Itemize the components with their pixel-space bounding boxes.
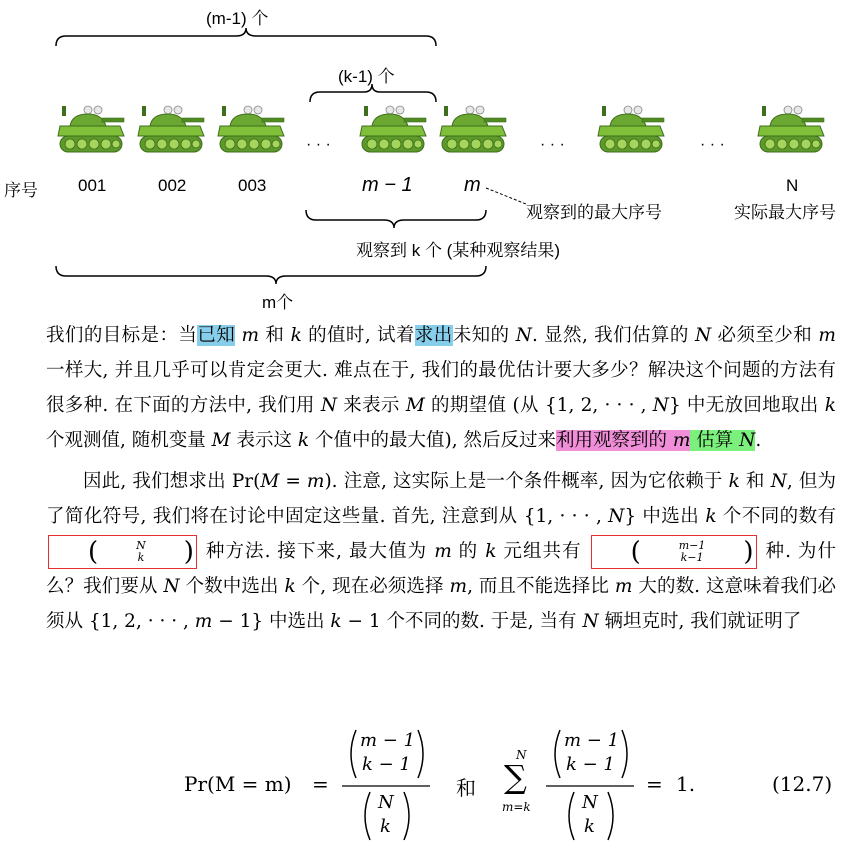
text: 个观测值, 随机变量: [46, 430, 212, 451]
text: 的期望值 (从 {1, 2, · · · ,: [424, 395, 653, 416]
text: } 中选出: [624, 506, 706, 527]
inner-brace-label: (k-1) 个: [338, 67, 395, 86]
text: 必须至少和: [711, 325, 819, 346]
var-N: N: [515, 325, 532, 346]
var-N: N: [582, 611, 599, 632]
actual-max-label: 实际最大序号: [734, 203, 836, 222]
tank-icon-m: [440, 106, 506, 152]
text: − 1} 中选出: [212, 611, 331, 632]
text: 种. 为什么？我们要从: [46, 541, 836, 597]
var-k: k: [485, 541, 497, 562]
var-m: m: [818, 325, 836, 346]
var-m: m: [306, 471, 325, 492]
var-k: k: [728, 471, 740, 492]
text: =: [279, 471, 307, 492]
binom-bottom: k: [137, 551, 145, 564]
text: 个, 现在必须选择: [295, 576, 450, 597]
eq-equals-2: =: [646, 772, 663, 796]
highlight-estimate: [690, 430, 755, 451]
row-label: 序号: [4, 181, 38, 200]
text: 的: [451, 541, 486, 562]
binom-bottom: k−1: [680, 551, 704, 564]
binom-top: m−1: [678, 539, 706, 552]
sum-lower: m=k: [502, 800, 531, 814]
eq2-den-top: N: [582, 792, 598, 813]
body-text: [46, 318, 836, 639]
text: 个数中选出: [179, 576, 285, 597]
highlight-use-observed: [556, 430, 690, 451]
serial-m: m: [464, 174, 481, 196]
eq-lhs: Pr(M = m): [184, 772, 292, 796]
var-m: m: [194, 611, 213, 632]
sum-upper: N: [516, 748, 527, 762]
equation-graphics: [0, 720, 860, 860]
text: 因此, 我们想求出 Pr(: [83, 471, 261, 492]
eq-rhs: 1.: [676, 772, 696, 796]
observed-max-label: 观察到的最大序号: [526, 203, 662, 222]
tank-icon-2: [138, 106, 204, 152]
equation-12-7: [0, 720, 860, 860]
ellipsis-2: · · ·: [540, 136, 565, 153]
text: 种方法. 接下来, 最大值为: [198, 541, 435, 562]
text: } 中无放回地取出: [668, 395, 825, 416]
eq-num-bottom: k − 1: [362, 754, 411, 775]
ellipsis-1: · · ·: [306, 136, 331, 153]
sum-sign: ∑: [504, 758, 527, 796]
observed-max-leader: [486, 188, 526, 204]
var-M: M: [260, 471, 280, 492]
highlight-known: 已知: [197, 325, 236, 346]
text: 利用观察到的: [555, 430, 673, 451]
serial-001: 001: [78, 176, 107, 195]
observed-k-label: 观察到 k 个 (某种观察结果): [356, 241, 560, 260]
eq-num-top: m − 1: [360, 730, 416, 751]
eq-and: 和: [456, 776, 476, 800]
text: 个不同的数有: [716, 506, 836, 527]
var-m: m: [672, 430, 691, 451]
binom-N-k: ( N k ): [88, 537, 194, 567]
var-m: m: [449, 576, 468, 597]
text: 辆坦克时, 我们就证明了: [598, 611, 802, 632]
text: 的值时, 试着: [308, 325, 415, 346]
binom-N-k-box: [48, 535, 197, 569]
serial-003: 003: [238, 176, 267, 195]
highlight-find: 求出: [414, 325, 453, 346]
tank-icon-mid: [598, 106, 664, 152]
tank-icon-m-minus-1: [360, 106, 426, 152]
var-m: m: [235, 325, 266, 346]
text: 一样大, 并且几乎可以肯定会更大. 难点在于, 我们的最优估计要大多少？解决这个问题的方法有很多种. 在下面的方法中, 我们用: [46, 360, 836, 416]
eq-equals-1: =: [312, 772, 329, 796]
text: , 但为了简化符号, 我们将在讨论中固定这些量. 首先, 注意到从 {1, · · · ,: [46, 471, 837, 527]
text: 个值中的最大值), 然后反过来: [309, 430, 556, 451]
text: 元组共有: [496, 541, 589, 562]
var-N: N: [770, 471, 787, 492]
diagram-lines: [0, 0, 860, 310]
eq2-num-bottom: k − 1: [566, 754, 615, 775]
text: 来表示: [337, 395, 406, 416]
binom-m1-k1: ( m−1 k−1 ): [630, 537, 754, 567]
ellipsis-3: · · ·: [700, 136, 725, 153]
eq2-den-bottom: k: [584, 816, 595, 837]
var-N: N: [320, 395, 338, 416]
var-M: M: [405, 395, 425, 416]
text: .: [755, 430, 762, 451]
tank-icon-1: [58, 106, 124, 152]
var-N: N: [608, 506, 625, 527]
eq-den-bottom: k: [380, 816, 391, 837]
paragraph-1: [46, 318, 836, 458]
var-m: m: [434, 541, 452, 562]
eq-den-top: N: [378, 792, 394, 813]
eq2-num-top: m − 1: [564, 730, 620, 751]
text: 估算: [690, 430, 740, 451]
text: − 1 个不同的数. 于是, 当有: [341, 611, 583, 632]
serial-N: N: [786, 176, 799, 195]
text: 和: [265, 325, 285, 346]
top-brace-label: (m-1) 个: [206, 9, 269, 28]
var-N: N: [739, 430, 756, 451]
var-k: k: [284, 325, 309, 346]
observed-brace: [306, 210, 486, 228]
text: 未知的: [452, 325, 516, 346]
var-k: k: [705, 506, 717, 527]
tank-icon-N: [758, 106, 824, 152]
var-m: m: [614, 576, 633, 597]
text: . 显然, 我们估算的: [531, 325, 696, 346]
text: 和: [739, 471, 771, 492]
text: , 而且不能选择比: [467, 576, 615, 597]
bottom-brace-label: m个: [262, 293, 294, 312]
equation-number: (12.7): [772, 772, 833, 796]
var-k: k: [297, 430, 310, 451]
paragraph-2: [46, 464, 836, 639]
var-N: N: [163, 576, 180, 597]
binom-top: N: [136, 539, 146, 552]
var-N: N: [652, 395, 669, 416]
text: 大的数. 这意味着我们必须从 {1, 2, · · · ,: [46, 576, 836, 632]
var-N: N: [695, 325, 712, 346]
text: 表示这: [230, 430, 298, 451]
text: 我们的目标是：当: [46, 325, 198, 346]
binom-m1-k1-box: [591, 535, 757, 569]
var-M: M: [211, 430, 231, 451]
serial-m-minus-1: m − 1: [362, 174, 413, 196]
top-brace: [56, 28, 436, 46]
serial-002: 002: [158, 176, 187, 195]
var-k: k: [330, 611, 342, 632]
tank-icon-3: [218, 106, 284, 152]
tank-serial-diagram: [0, 0, 860, 310]
var-k: k: [284, 576, 296, 597]
text: ). 注意, 这实际上是一个条件概率, 因为它依赖于: [324, 471, 729, 492]
bottom-brace: [56, 266, 486, 284]
var-k: k: [824, 395, 837, 416]
